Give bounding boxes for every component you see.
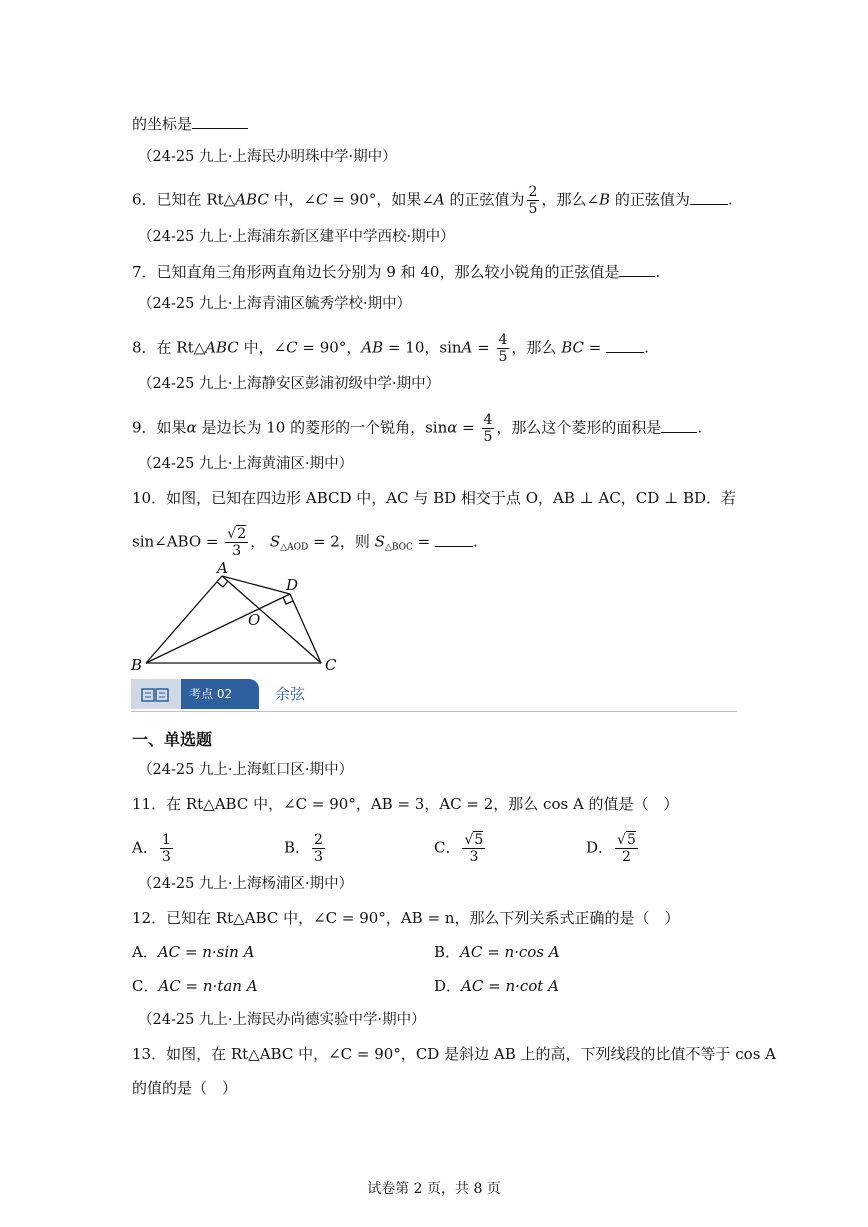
banner-icon-box xyxy=(131,679,181,709)
page-footer: 试卷第 2 页，共 8 页 xyxy=(367,1181,501,1197)
answer-blank xyxy=(690,188,728,205)
q10-source: （24-25 九上·上海黄浦区·期中） xyxy=(138,456,354,472)
continuation-line: 的坐标是 xyxy=(132,112,248,135)
q11-option-b: B． $\frac{2}{3}$ xyxy=(284,832,323,865)
q10-stem-line1: 10．如图，已知在四边形 ABCD 中，AC 与 BD 相交于点 O，AB ⊥ AC，CD ⊥ BD．若 xyxy=(132,489,736,507)
q13-source: （24-25 九上·上海民办尚德实验中学·期中） xyxy=(138,1012,426,1028)
segment-ab xyxy=(146,576,222,663)
q10-stem-line2: sin∠ABO = $\frac{√2}{3}$ ， $S_{\triangle AOD} = 2$，则 $S_{\triangle BOC}$ = . xyxy=(132,526,478,559)
fraction: $\frac{4}{5}$ xyxy=(483,412,493,445)
section-title: 一、单选题 xyxy=(132,730,213,749)
answer-blank xyxy=(606,336,644,353)
q11-stem: 11．在 Rt△ABC 中，∠C = 90°，AB = 3，AC = 2，那么 cos A 的值是（ ） xyxy=(132,795,679,813)
q12-option-c: C．AC = n·tan A xyxy=(132,977,258,995)
q12-option-d: D．AC = n·cot A xyxy=(434,977,559,995)
fraction: $\frac{4}{5}$ xyxy=(498,332,508,365)
q11-source: （24-25 九上·上海虹口区·期中） xyxy=(138,762,354,778)
answer-blank xyxy=(435,530,473,547)
q6-stem: 6．已知在 Rt△ABC 中，∠C = 90°，如果∠A 的正弦值为 $\frac{2}{5}$ ，那么∠B 的正弦值为 . xyxy=(132,184,733,217)
q12-option-b: B．AC = n·cos A xyxy=(434,943,560,961)
q13-stem-line2: 的值的是（ ） xyxy=(132,1079,238,1097)
q8-stem: 8．在 Rt△ABC 中，∠C = 90°，AB = 10，sinA = $\frac{4}{5}$ ，那么 BC = . xyxy=(132,332,649,365)
segment-bd xyxy=(146,594,290,663)
label-c: C xyxy=(325,656,337,674)
label-b: B xyxy=(131,656,143,674)
fraction: $\frac{√2}{3}$ xyxy=(227,526,247,559)
q7-source: （24-25 九上·上海浦东新区建平中学西校·期中） xyxy=(138,229,455,245)
q11-option-c: C． $\frac{√5}{3}$ xyxy=(434,832,484,865)
q6-source: （24-25 九上·上海民办明珠中学·期中） xyxy=(138,149,397,165)
q9-stem: 9．如果α 是边长为 10 的菱形的一个锐角，sinα = $\frac{4}{5}$ ，那么这个菱形的面积是 . xyxy=(132,412,703,445)
q9-source: （24-25 九上·上海静安区彭浦初级中学·期中） xyxy=(138,376,441,392)
banner-tab-label: 考点 02 xyxy=(189,687,233,701)
banner-rule xyxy=(131,711,737,712)
answer-blank xyxy=(661,416,697,433)
book-icon xyxy=(141,688,169,702)
answer-blank xyxy=(619,260,655,277)
q12-stem: 12．已知在 Rt△ABC 中，∠C = 90°，AB = n，那么下列关系式正确的是（ ） xyxy=(132,909,680,927)
q12-source: （24-25 九上·上海杨浦区·期中） xyxy=(138,876,354,892)
label-o: O xyxy=(248,611,261,629)
q11-option-a: A． $\frac{1}{3}$ xyxy=(132,832,171,865)
right-angle-mark-a xyxy=(217,581,228,587)
label-d: D xyxy=(286,576,299,594)
q12-option-a: A．AC = n·sin A xyxy=(132,943,255,961)
topic-banner xyxy=(131,679,737,713)
label-a: A xyxy=(217,559,228,577)
q7-stem: 7．已知直角三角形两直角边长分别为 9 和 40，那么较小锐角的正弦值是 . xyxy=(132,260,660,283)
quadrilateral-figure xyxy=(125,558,350,676)
fraction: $\frac{2}{5}$ xyxy=(528,184,538,217)
q8-source: （24-25 九上·上海青浦区毓秀学校·期中） xyxy=(138,296,412,312)
segment-cd xyxy=(290,594,321,663)
answer-blank xyxy=(192,112,248,129)
q11-option-d: D． $\frac{√5}{2}$ xyxy=(586,832,636,865)
banner-title: 余弦 xyxy=(275,685,306,703)
q13-stem-line1: 13．如图，在 Rt△ABC 中，∠C = 90°，CD 是斜边 AB 上的高，下列线段的比值不等于 cos A xyxy=(132,1045,776,1063)
